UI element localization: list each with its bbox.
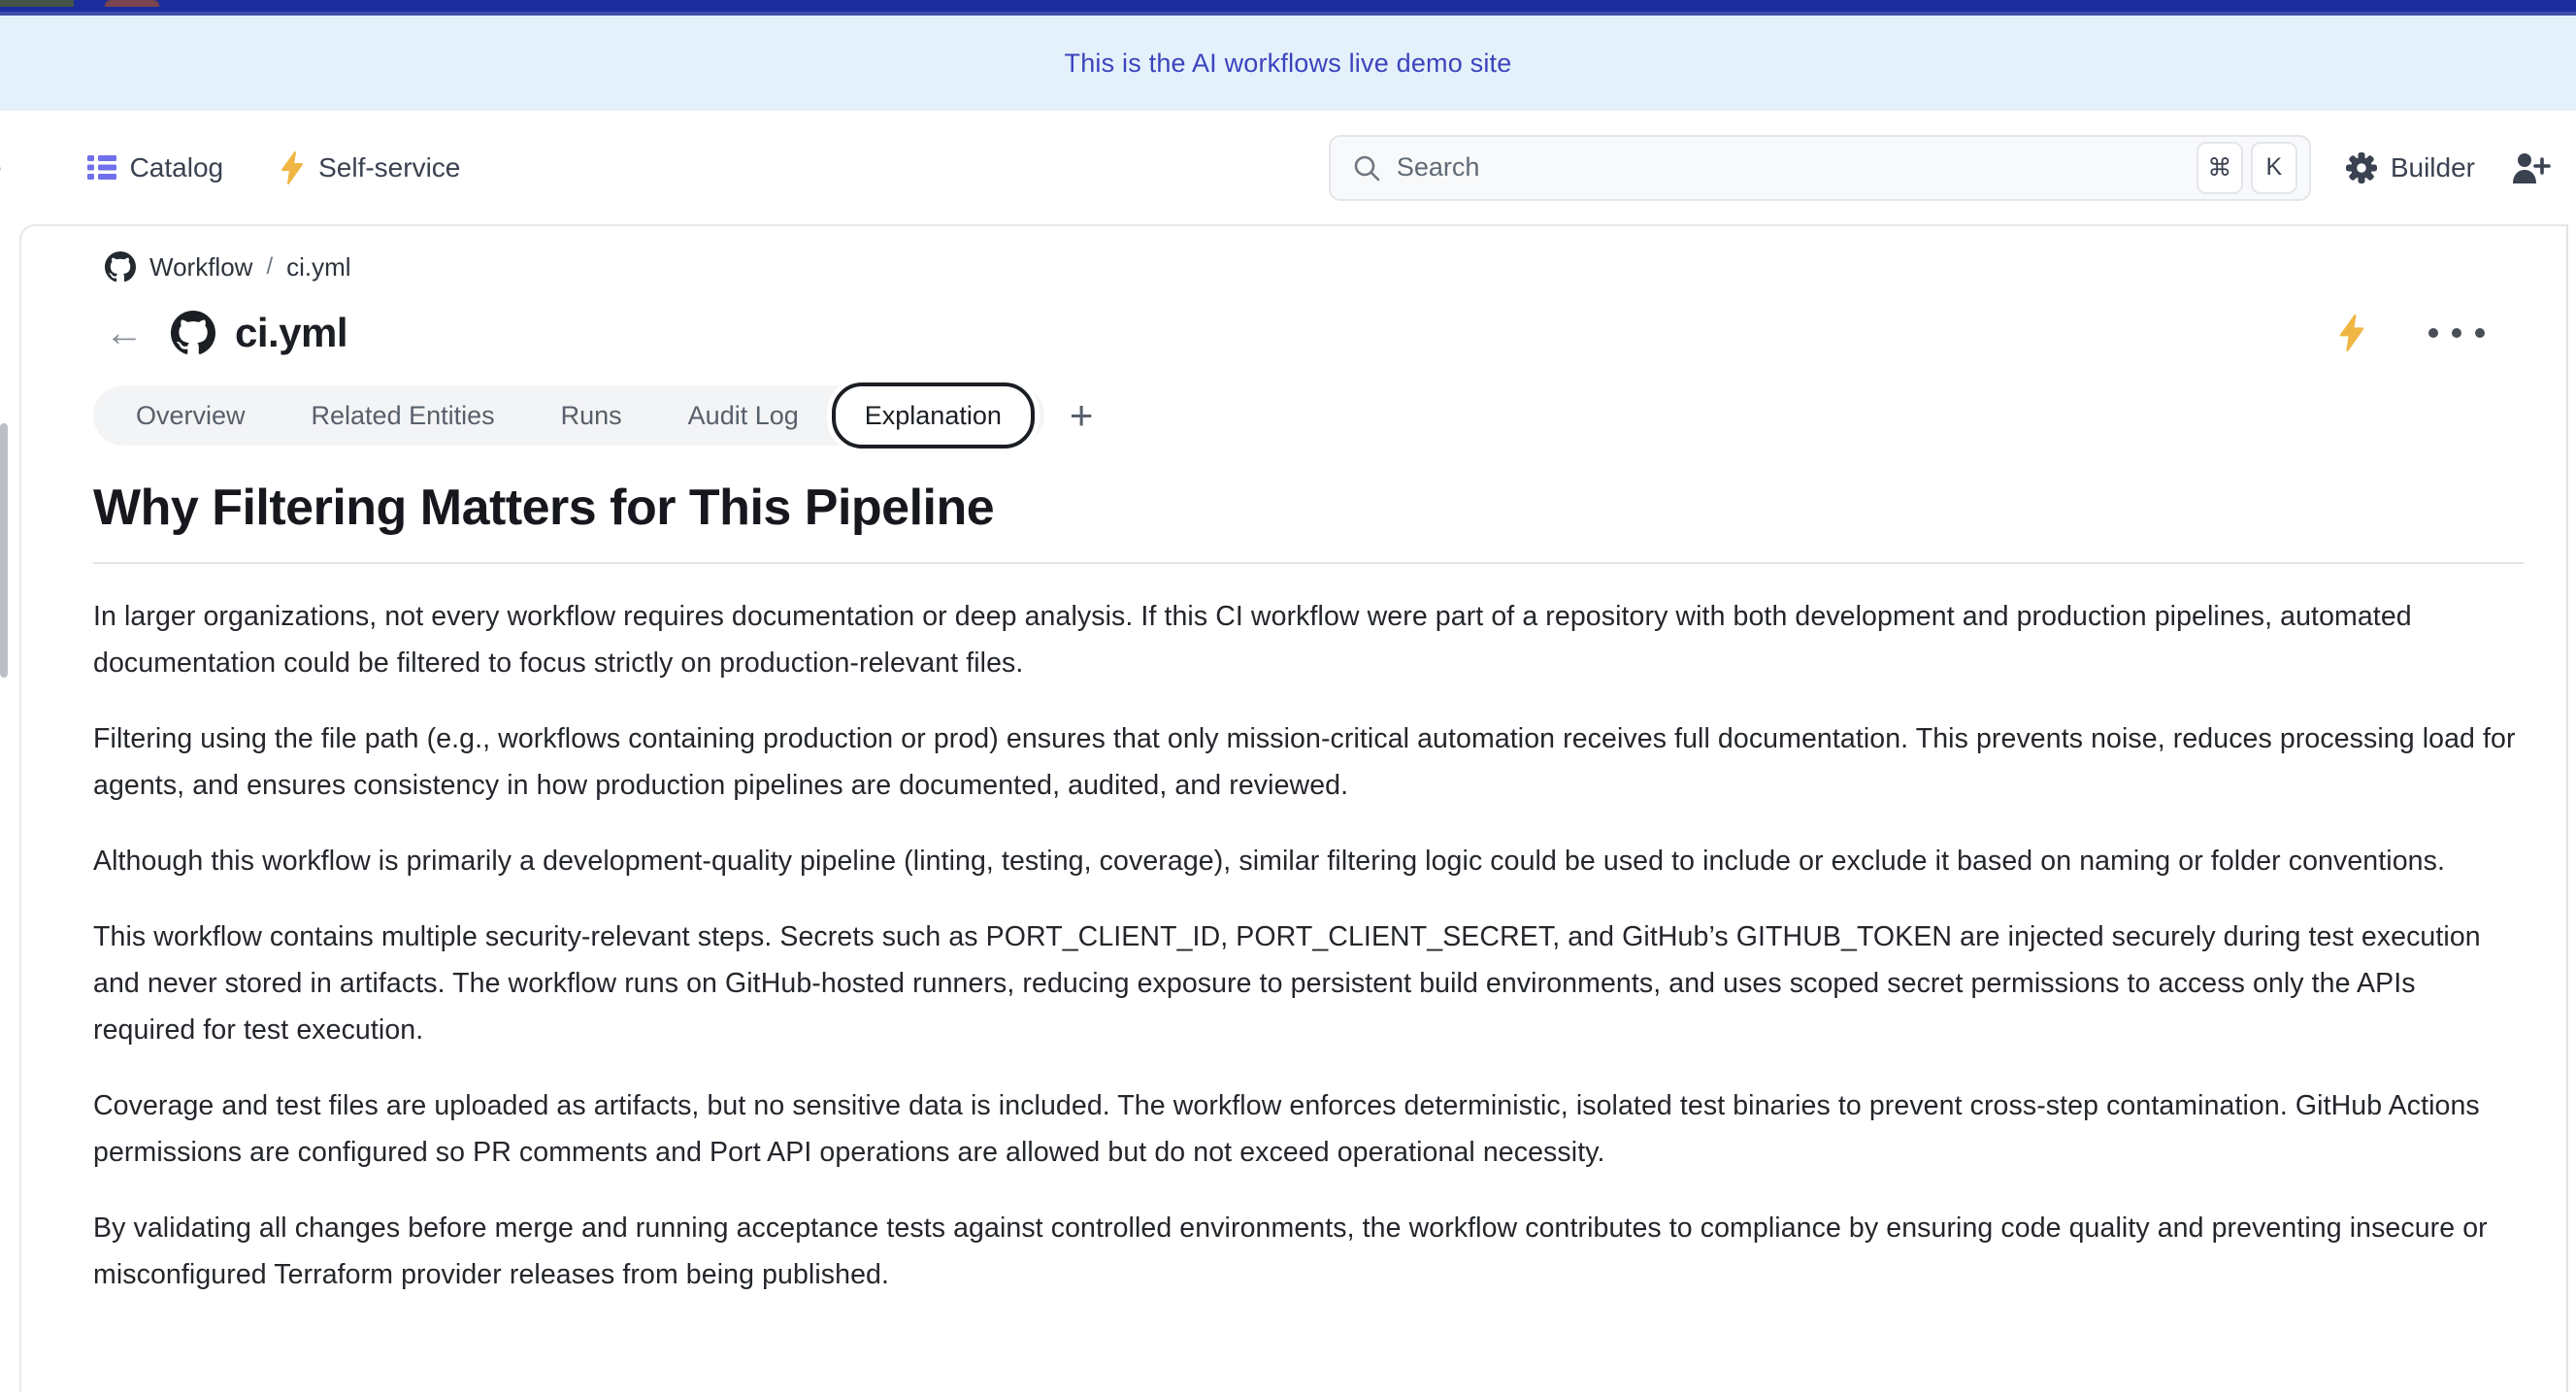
browser-tab-remnant (105, 0, 159, 7)
demo-banner (0, 16, 2576, 111)
nav-item-self-service[interactable] (280, 151, 460, 184)
tabs-container (93, 385, 1044, 446)
article-paragraph: By validating all changes before merge and running acceptance tests against controlled environments, the workflow contributes to compliance by ensuring code quality and preventing insecure or misconfigured Terraform provider releases from being published. (93, 1213, 2488, 1290)
more-options-icon[interactable] (2428, 328, 2485, 338)
entity-header (93, 310, 2524, 356)
search-shortcut (2196, 142, 2297, 194)
article-paragraph: Coverage and test files are uploaded as artifacts, but no sensitive data is included. The workflow enforces deterministic, isolated test binaries to prevent cross-step contamination. GitHub Actions permissions are configured so PR comments and Port API operations are allowed but do not exceed operational necessity. (93, 1090, 2480, 1168)
back-arrow-icon[interactable]: ← (105, 312, 144, 354)
demo-banner-text: This is the AI workflows live demo site (1064, 48, 1512, 78)
browser-top-bar (0, 0, 2576, 16)
github-icon (171, 311, 215, 355)
article-paragraph: In larger organizations, not every workflow requires documentation or deep analysis. If this CI workflow were part of a repository with both development and production pipelines, automated documentation could be filtered to focus strictly on production-relevant files. (93, 601, 2412, 679)
navbar-right (1329, 135, 2576, 201)
cmd-key: ⌘ (2196, 142, 2243, 194)
page-title: ci.yml (235, 310, 348, 355)
k-key: K (2251, 142, 2297, 194)
add-tab-button[interactable]: + (1069, 392, 1094, 438)
search-input[interactable] (1329, 135, 2311, 201)
tabs-bar (93, 385, 2524, 446)
scrollbar-thumb[interactable] (0, 423, 8, 678)
tab-overview[interactable]: Overview (103, 385, 279, 446)
entity-page-card (19, 224, 2566, 1392)
top-navbar (0, 111, 2576, 224)
browser-tab-remnant (0, 0, 74, 7)
invite-user-button[interactable] (2510, 151, 2549, 184)
builder-label: Builder (2390, 151, 2475, 183)
builder-button[interactable] (2344, 150, 2475, 185)
article-paragraph: Although this workflow is primarily a development-quality pipeline (linting, testing, coverage), similar filtering logic could be used to include or exclude it based on naming or folder conventions. (93, 846, 2445, 877)
article-heading: Why Filtering Matters for This Pipeline (93, 480, 995, 536)
article-paragraph: This workflow contains multiple security-relevant steps. Secrets such as PORT_CLIENT_ID, PORT_CLIENT_SECRET, and GitHub’s GITHUB_TOKEN are injected securely during test execution and never stored in artifacts. The workflow runs on GitHub-hosted runners, reducing exposure to persistent build environments, and uses scoped secret permissions to access only the APIs required for test execution. (93, 921, 2481, 1046)
nav-item-clipped[interactable] (0, 152, 2, 183)
search-placeholder: Search (1396, 152, 1480, 182)
article-paragraph: Filtering using the file path (e.g., workflows containing production or prod) ensures that only mission-critical automation receives full documentation. This prevents noise, reduces processing load for agents, and ensures consistency in how production pipelines are documented, audited, and reviewed. (93, 723, 2516, 801)
page-body (0, 224, 2576, 1392)
search-icon (1352, 153, 1381, 183)
breadcrumb-entity-name[interactable]: ci.yml (286, 251, 351, 282)
tab-explanation[interactable]: Explanation (832, 382, 1035, 449)
lightning-icon (280, 151, 305, 184)
user-plus-icon (2510, 151, 2549, 184)
breadcrumb-entity-type[interactable]: Workflow (149, 251, 253, 282)
tab-audit-log[interactable]: Audit Log (655, 385, 832, 446)
tab-related-entities[interactable]: Related Entities (279, 385, 528, 446)
catalog-list-icon (87, 154, 116, 181)
gear-icon (2344, 150, 2379, 185)
left-scroll-gutter (0, 224, 19, 1392)
breadcrumb (105, 251, 2524, 283)
nav-item-label: Catalog (129, 151, 224, 183)
tab-runs[interactable]: Runs (528, 385, 655, 446)
explanation-article (93, 479, 2524, 1298)
github-icon (105, 251, 136, 283)
heading-divider (93, 562, 2524, 564)
right-scroll-gutter[interactable] (2566, 224, 2576, 1392)
lightning-icon[interactable] (2337, 315, 2366, 351)
entity-actions (2337, 315, 2524, 351)
nav-item-catalog[interactable] (87, 152, 224, 183)
breadcrumb-separator: / (266, 253, 274, 280)
nav-item-label: Self-service (318, 151, 461, 183)
